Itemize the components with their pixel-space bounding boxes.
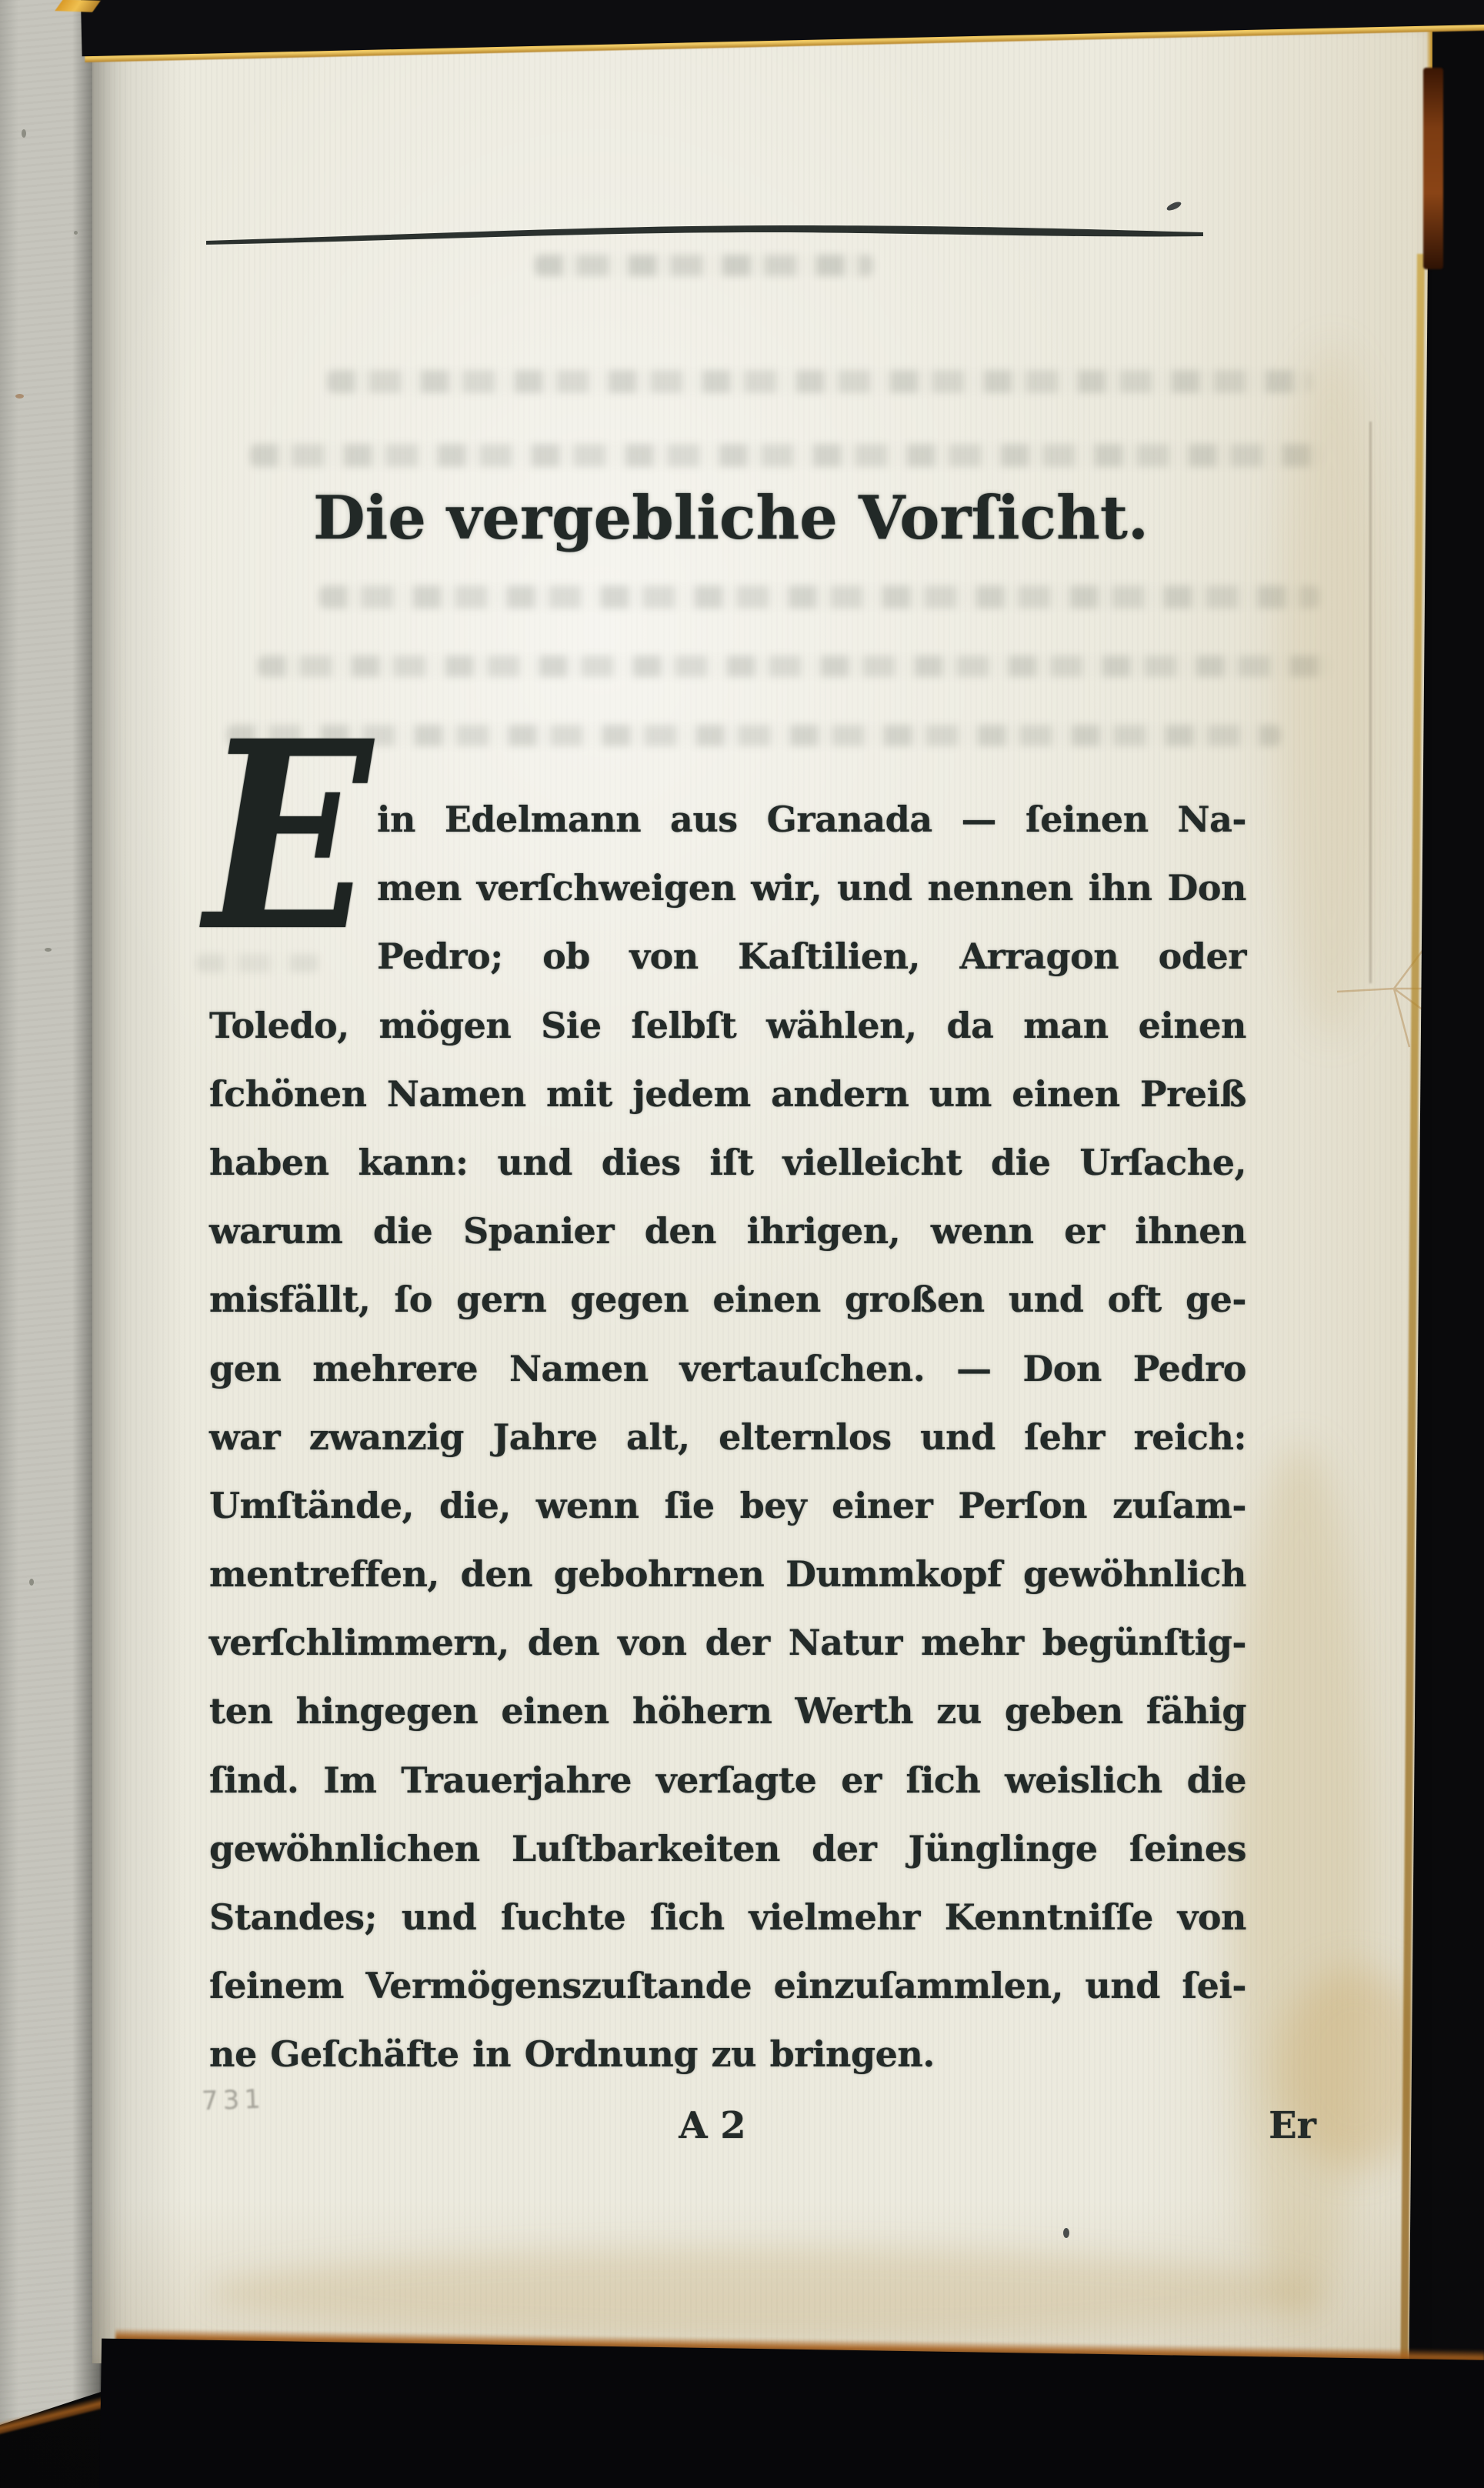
- bleed-through-text: [327, 370, 1312, 393]
- text-line: ne Geſchäfte in Ordnung zu bringen.: [209, 2033, 935, 2076]
- foxing-stain: [1231, 1445, 1369, 2330]
- catchword: Er: [1269, 2104, 1316, 2147]
- pencil-mark: 731: [201, 2083, 266, 2117]
- paper-speck: [29, 1579, 34, 1586]
- text-line: haben kann: und dies iſt vielleicht die Urſache,: [209, 1141, 1246, 1183]
- bleed-through-text: [258, 655, 1331, 677]
- text-line: gewöhnlichen Luſtbarkeiten der Jünglinge ſeines: [209, 1827, 1246, 1869]
- crease-line: [1369, 422, 1372, 983]
- bleed-through-text: [535, 255, 873, 276]
- foxing-stain: [208, 2249, 1323, 2337]
- bleed-through-text: [319, 585, 1319, 609]
- text-line: ſind. Im Trauerjahre verſagte er ſich weislich die: [209, 1759, 1246, 1801]
- text-line: Pedro; ob von Kaſtilien, Arragon oder: [377, 936, 1246, 978]
- fiber-stain: [1336, 941, 1436, 1049]
- paper-speck: [15, 394, 24, 399]
- text-line: warum die Spanier den ihrigen, wenn er ihnen: [209, 1210, 1246, 1252]
- bleed-through-text: [227, 725, 1281, 746]
- ink-speck: [1063, 2228, 1069, 2238]
- body-text: [209, 785, 1246, 2089]
- facing-page-edge: [0, 0, 103, 2430]
- paper-speck: [22, 129, 26, 138]
- bleed-through-text: [250, 444, 1323, 467]
- background-bottom: [98, 2339, 1484, 2488]
- book-page: [92, 22, 1432, 2363]
- text-line: verſchlimmern, den von der Natur mehr begünſtig-: [209, 1622, 1246, 1664]
- paper-speck: [74, 231, 78, 235]
- ink-speck: [1166, 200, 1182, 212]
- text-line: Umſtände, die, wenn ſie bey einer Perſon zuſam-: [209, 1484, 1246, 1526]
- text-line: Toledo, mögen Sie ſelbſt wählen, da man einen: [209, 1004, 1246, 1046]
- fore-edge-pages: [1423, 68, 1443, 269]
- foxing-stain: [1277, 345, 1385, 1037]
- text-line: ſeinem Vermögenszuſtande einzuſammlen, und ſei-: [209, 1965, 1246, 2007]
- text-line: ten hingegen einen höhern Werth zu geben fähig: [209, 1690, 1246, 1733]
- chapter-title: Die vergebliche Vorſicht.: [312, 483, 1149, 553]
- background-right: [1432, 0, 1484, 2488]
- head-rule: [205, 220, 1206, 248]
- text-line: in Edelmann aus Granada — ſeinen Na-: [377, 799, 1246, 840]
- text-line: men verſchweigen wir, und nennen ihn Don: [377, 867, 1246, 909]
- signature-mark: A 2: [679, 2104, 746, 2147]
- text-line: mentreffen, den gebohrnen Dummkopf gewöhnlich: [209, 1553, 1246, 1596]
- text-line: gen mehrere Namen vertauſchen. — Don Pedro: [209, 1347, 1246, 1389]
- text-line: Standes; und ſuchte ſich vielmehr Kenntniſſe von: [209, 1896, 1246, 1938]
- text-line: misfällt, ſo gern gegen einen großen und oft ge-: [209, 1279, 1246, 1321]
- text-line: ſchönen Namen mit jedem andern um einen Preiß: [209, 1072, 1246, 1115]
- drop-cap: E: [205, 685, 372, 989]
- paper-speck: [45, 948, 52, 952]
- text-line: war zwanzig Jahre alt, elternlos und ſehr reich:: [209, 1416, 1246, 1458]
